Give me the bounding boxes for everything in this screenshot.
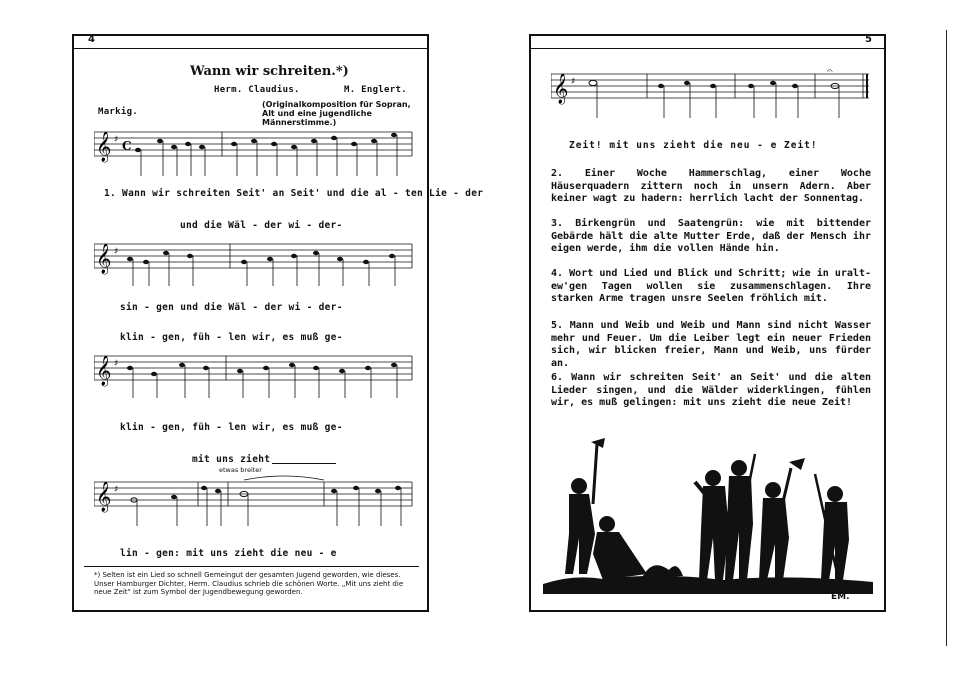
footnote-rule bbox=[84, 566, 419, 567]
svg-text:C: C bbox=[122, 139, 132, 153]
right-edge-line bbox=[946, 30, 947, 646]
svg-text:♯: ♯ bbox=[114, 485, 119, 495]
lyric-line-2a: sin - gen und die Wäl - der wi - der- bbox=[120, 302, 343, 313]
svg-text:𝄞: 𝄞 bbox=[553, 74, 569, 104]
lyric-line-3a: klin - gen, füh - len wir, es muß ge- bbox=[120, 422, 343, 433]
svg-text:♯: ♯ bbox=[114, 359, 119, 369]
verse-3: 3. Birkengrün und Saatengrün: wie mit bittender Gebärde hält die alte Mutter Erde, daß der Mensch ihr eigen werde, ihm die vollen Hände hin. bbox=[551, 218, 871, 254]
left-page bbox=[72, 34, 484, 612]
lyric-line-1b: und die Wäl - der wi - der- bbox=[180, 220, 343, 231]
lyric-line-1a: 1. Wann wir schreiten Seit' an Seit' und die al - ten Lie - der bbox=[104, 188, 484, 199]
composition-note: (Originalkomposition für Sopran, Alt und eine jugendliche Männerstimme.) bbox=[262, 100, 411, 127]
lyric-extender bbox=[272, 463, 336, 464]
footnote: *) Selten ist ein Lied so schnell Gemeingut der gesamten Jugend geworden, wie dieses. Unser Hamburger Dichter, Herm. Claudius schrieb die schönen Worte. „Mit uns zieht die neue Zeit" ist zum Symbol der Jugendbewegung geworden. bbox=[94, 571, 404, 596]
music-system-1 bbox=[94, 124, 414, 188]
svg-text:𝄞: 𝄞 bbox=[96, 244, 112, 274]
svg-text:𝄞: 𝄞 bbox=[96, 482, 112, 512]
artist-signature: EM. bbox=[831, 592, 850, 602]
svg-text:𝄐: 𝄐 bbox=[827, 66, 833, 77]
music-author: M. Englert. bbox=[344, 85, 407, 95]
lyric-line-2b: klin - gen, füh - len wir, es muß ge- bbox=[120, 332, 343, 343]
music-system-5 bbox=[551, 66, 871, 130]
direction-marking: etwas breiter bbox=[219, 466, 262, 474]
verse-4: 4. Wort und Lied und Blick und Schritt; wie in uralt-ew'gen Tagen wollen sie zusammenschlagen. Ihre starken Arme tragen unsre Seelen fröhlich mit. bbox=[551, 268, 871, 304]
page-header-rule bbox=[531, 48, 884, 49]
right-page bbox=[529, 34, 886, 612]
svg-text:𝄞: 𝄞 bbox=[96, 356, 112, 386]
text-author: Herm. Claudius. bbox=[214, 85, 300, 95]
svg-text:♯: ♯ bbox=[571, 77, 576, 87]
music-system-4 bbox=[94, 474, 414, 538]
lyric-line-4a: lin - gen: mit uns zieht die neu - e bbox=[120, 548, 337, 559]
page-header-rule bbox=[74, 48, 427, 49]
verse-5: 5. Mann und Weib und Weib und Mann sind nicht Wasser mehr und Feuer. Um die Leiber legt ein neuer Frieden sich, wir blicken freier, Mann und Weib, uns fürder an. bbox=[551, 320, 871, 369]
svg-text:♯: ♯ bbox=[114, 247, 119, 257]
svg-text:♯: ♯ bbox=[114, 135, 119, 145]
lyric-line-5: Zeit! mit uns zieht die neu - e Zeit! bbox=[569, 140, 818, 151]
page-number: 5 bbox=[865, 34, 872, 45]
song-title: Wann wir schreiten.*) bbox=[190, 64, 349, 79]
lyric-line-3b: mit uns zieht bbox=[192, 454, 271, 465]
tempo-marking: Markig. bbox=[98, 107, 139, 117]
music-system-3 bbox=[94, 348, 414, 412]
svg-text:𝄞: 𝄞 bbox=[96, 132, 112, 162]
music-system-2 bbox=[94, 236, 414, 300]
page-number: 4 bbox=[88, 34, 95, 45]
silhouette-illustration bbox=[543, 434, 873, 598]
verse-6: 6. Wann wir schreiten Seit' an Seit' und die alten Lieder singen, und die Wälder widerklingen, fühlen wir, es muß gelingen: mit uns zieht die neue Zeit! bbox=[551, 372, 871, 408]
verse-2: 2. Einer Woche Hammerschlag, einer Woche Häuserquadern zittern noch in unsern Adern. Aber keiner wagt zu hadern: herrlich lacht der Sonnentag. bbox=[551, 168, 871, 204]
